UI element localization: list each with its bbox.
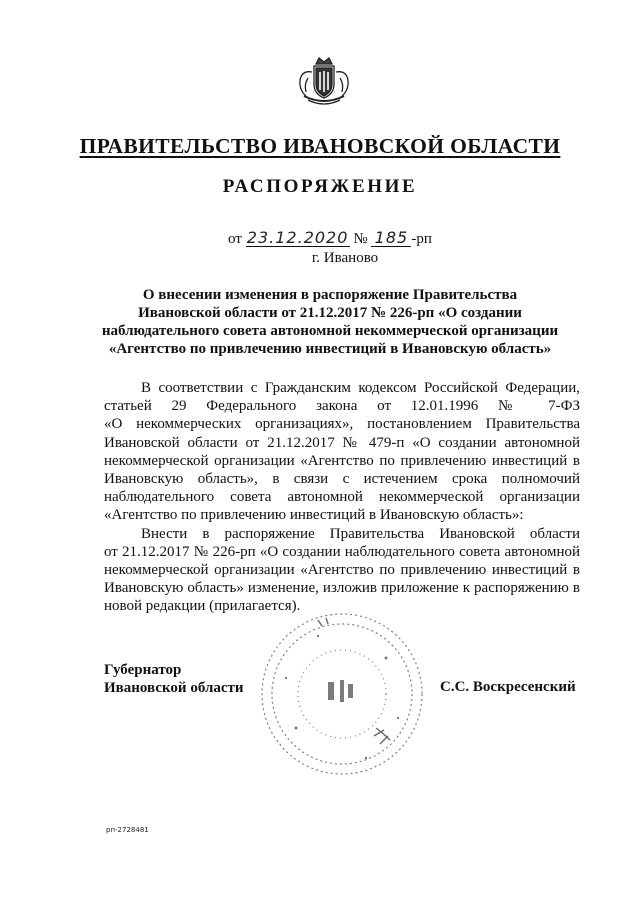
official-seal-stamp-icon (256, 608, 428, 780)
body-line: Внести в распоряжение Правительства Ивановской области (141, 525, 580, 542)
body-line: некоммерческой организации «Агентство по привлечению инвестиций в (104, 452, 580, 469)
coat-of-arms-icon (296, 56, 352, 106)
number-sign: № (353, 231, 368, 247)
document-date: 23.12.2020 (246, 228, 349, 247)
body-line: новой редакции (прилагается). (104, 598, 301, 615)
body-line: наблюдательного совета автономной некоммерческой организации (104, 489, 580, 506)
subject-line: наблюдательного совета автономной некоммерческой организации (101, 323, 559, 339)
document-dateline (228, 229, 432, 248)
date-prefix: от (228, 231, 242, 247)
body-line: «О некоммерческих организациях», постановлением Правительства (104, 416, 580, 433)
signatory-name: С.С. Воскресенский (440, 679, 576, 695)
organization-title: ПРАВИТЕЛЬСТВО ИВАНОВСКОЙ ОБЛАСТИ (79, 134, 561, 158)
position-line: Губернатор (104, 662, 182, 678)
number-suffix: -рп (411, 231, 432, 247)
body-line: «Агентство по привлечению инвестиций в Ивановскую область»: (104, 507, 524, 524)
subject-line: О внесении изменения в распоряжение Правительства (142, 287, 518, 303)
document-subject (90, 286, 570, 358)
document-body (104, 379, 580, 616)
subject-line: «Агентство по привлечению инвестиций в Ивановскую область» (108, 341, 552, 357)
document-number: 185 (371, 229, 411, 247)
body-line: от 21.12.2017 № 226-рп «О создании наблюдательного совета автономной (104, 543, 580, 560)
position-line: Ивановской области (104, 680, 244, 696)
document-city: г. Иваново (311, 250, 379, 266)
body-line: Ивановской области от 21.12.2017 № 479-п «О создании автономной (104, 434, 580, 451)
document-type: РАСПОРЯЖЕНИЕ (222, 176, 418, 197)
body-line: Ивановскую область», в связи с истечением срока полномочий (104, 471, 580, 488)
body-line: В соответствии с Гражданским кодексом Российской Федерации, (141, 380, 580, 396)
signatory-position (104, 661, 244, 697)
body-line: статьей 29 Федерального закона от 12.01.1996 № 7-ФЗ (104, 398, 580, 415)
body-line: некоммерческой организации «Агентство по привлечению инвестиций в (104, 562, 580, 579)
subject-line: Ивановской области от 21.12.2017 № 226-рп «О создании (138, 305, 522, 321)
body-line: Ивановскую область» изменение, изложив приложение к распоряжению в (104, 580, 580, 597)
registration-number: рп-2728481 (106, 826, 149, 834)
